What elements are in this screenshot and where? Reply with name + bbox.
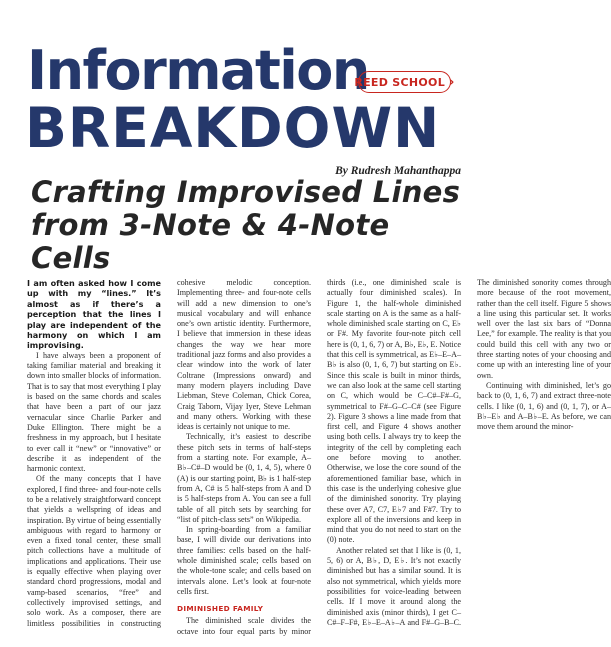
series-badge [354, 71, 455, 93]
body-paragraph: The diminished scale divides the octave into four equal parts by minor thirds (i.e., one diminished scale is actually four diminished scales). In Figure 1, the half-whole diminished scale starting on A is the same as a half-whole diminished scale starting on C, E♭ or F#. My favorite four-note pitch cell here is (0, 1, 6, 7) or A, B♭, E♭, E. Notice that this cell is symmetrical, as E♭–E–A–B♭ is also (0, 1, 6, 7) but starting on E♭. Since this scale is built in minor thirds, we can also look at the same cell starting on C, which would be C–C#–F#–G, symmetrical to F#–G–C–C# (see Figure 2). Figure 3 shows a line made from that first cell, and Figure 4 shows another using both cells. I always try to keep the integrity of the cell by completing each one before moving to another. Otherwise, we lose the core sound of the aforementioned familiar base, which in this case is the underlying cohesive glue of the diminished sonority. Try playing these over A7, C7, E♭7 and F#7. Try to explore all of the inversions and keep in mind that you do not need to start on the (0) note. [177, 278, 461, 636]
body-paragraph: Continuing with diminished, let’s go back to (0, 1, 6, 7) and extract three-note cells. I like (0, 1, 6) and (0, 1, 7), or A–B♭–E♭ and A–B♭–E. As before, we can move them around the minor- [477, 380, 611, 432]
body-paragraph: Technically, it’s easiest to describe these pitch sets in terms of half-steps from a starting note. For example, A–B♭–C#–D would be (0, 1, 4, 5), where 0 (A) is our starting point, B♭ is 1 half-step from A, C# is 5 half-steps from A and D is 5 half-steps from A. You can see a full table of all pitch sets by searching for “list of pitch-class sets” on Wikipedia. [177, 432, 311, 524]
lead-paragraph: I am often asked how I come up with my “lines.” It’s almost as if there’s a perception that the lines I play are independent of the harmony on which I am improvising. [27, 278, 161, 351]
headline-breakdown: BREAKDOWN [25, 96, 441, 160]
body-paragraph: In spring-boarding from a familiar base, I will divide our derivations into three families: cells based on the half-whole diminished scale; cells based on the whole-tone scale; and cells based on intervals alone. Let’s look at four-note cells first. [177, 525, 311, 596]
section-heading: DIMINISHED FAMILY [177, 604, 264, 614]
body-paragraph: Of the many concepts that I have explored, I find three- and four-note cells to be a relatively straightforward concept that yields a wellspring of ideas and inspiration. By virtue of being essentially ambiguous with regard to harmony or even a fixed tonal center, these small pitch collections have a multitude of implications and applications. Their use is equally effective when playing over standard chord progressions, modal and vamp-based scenarios, “free” and collectively improvised settings, and solo work. As a composer, there are limitless possibilities in constructing cohesive melodic conception. Implementing three- and four-note cells will add a new dimension to one’s musical vocabulary and will enhance one’s own artistic identity. Furthermore, I believe that immersion in these ideas changes the way we hear more traditional jazz forms and also provides a clear window into the work of later Coltrane (Impressions onward) and many modern players including Dave Liebman, Steve Coleman, Chick Corea, Craig Taborn, Vijay Iyer, Steve Lehman and many others. Working with these ideas is certainly not unique to me. [27, 278, 311, 628]
headline-information: Information [27, 39, 369, 102]
chevron-right-icon: › [449, 74, 455, 90]
series-badge-label: REED SCHOOL [354, 75, 445, 89]
byline: By Rudresh Mahanthappa [335, 165, 461, 177]
body-paragraph: Another related set that I like is (0, 1, 5, 6) or A, B♭, D, E♭. It’s not exactly diminished but has a similar sound. It is also not symmetrical, which yields more possibilities for voice-leading between cells. If I move it around along the diminished axis (minor thirds), I get C–C#–F–F#, E♭–E–A♭–A and F#–G–B–C. The diminished sonority comes through more because of the root movement, rather than the cell itself. Figure 5 shows a line using this particular set. It works well over the last six bars of “Donna Lee,” for example. The reality is that you could build this cell with any two or three starting notes of your choosing and come up with an interesting line of your own. [327, 278, 611, 627]
article-body [27, 278, 611, 638]
body-paragraph: I have always been a proponent of taking familiar material and breaking it down into smaller blocks of information. That is to say that most everything I play is based on the same chords and scales that have been a part of our jazz vernacular since Charlie Parker and Duke Ellington. There might be a freshness in my approach, but I hesitate to ever call it “new” or “innovative” or describe it as independent of the harmonic context. [27, 350, 161, 474]
article-subtitle: Crafting Improvised Lines from 3-Note & 4-Note Cells [31, 175, 461, 275]
